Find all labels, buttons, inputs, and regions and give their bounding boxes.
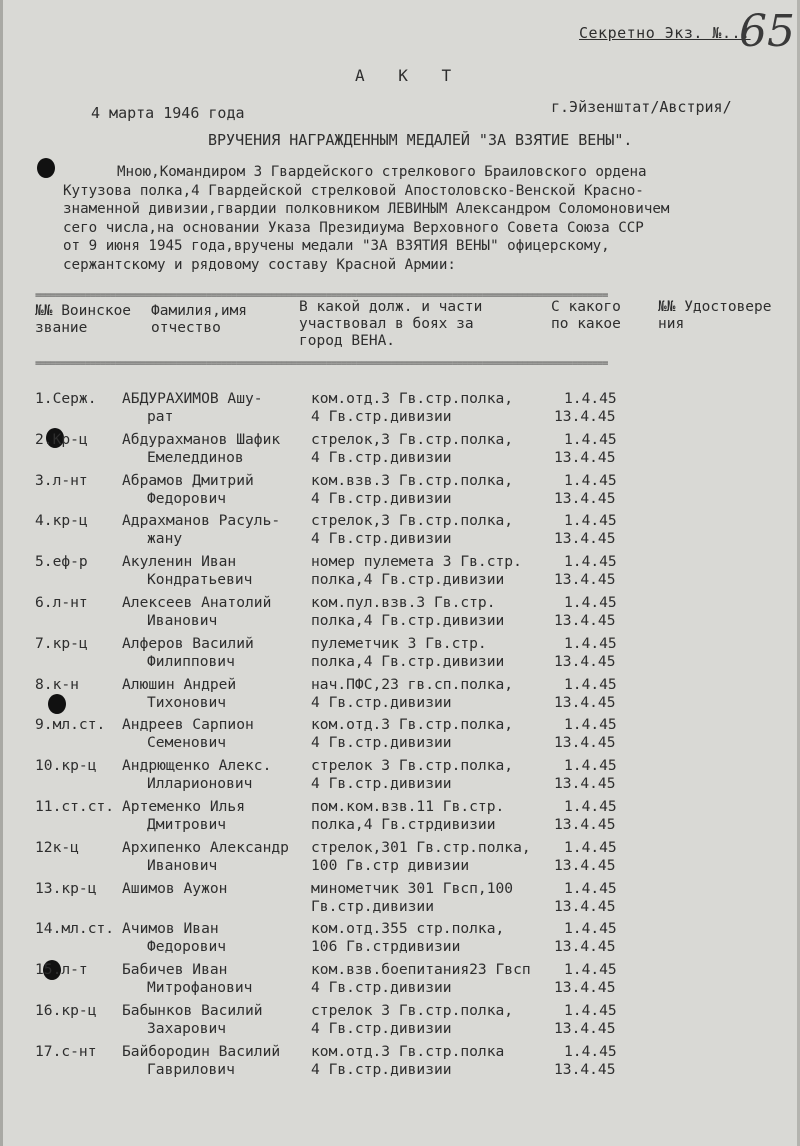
row-patronymic: Иванович xyxy=(147,856,218,874)
row-patronymic: рат xyxy=(147,408,174,425)
row-unit: 4 Гв.стр.дивизии xyxy=(311,489,452,507)
row-name: Ачимов Иван xyxy=(122,920,219,938)
intro-line: Мною,Командиром 3 Гвардейского стрелкового Браиловского ордена xyxy=(117,164,647,180)
row-date-from: 1.4.45 xyxy=(564,512,617,530)
row-position: стрелок,3 Гв.стр.полка, xyxy=(311,430,514,448)
row-date-from: 1.4.45 xyxy=(564,675,617,693)
row-number-rank: 2.Кр-ц xyxy=(35,430,88,448)
row-position: минометчик 301 Гвсп,100 xyxy=(311,879,514,897)
row-patronymic: Емеледдинов xyxy=(147,448,244,466)
row-unit: полка,4 Гв.стр.дивизии xyxy=(311,612,505,629)
row-position: ком.взв.3 Гв.стр.полка, xyxy=(311,471,514,489)
header-dates-line: по какое xyxy=(551,316,621,332)
row-date-to: 13.4.45 xyxy=(554,652,616,670)
row-patronymic: Федорович xyxy=(147,938,227,956)
header-position xyxy=(299,299,482,350)
handwritten-page-number: 65 xyxy=(739,6,795,57)
row-unit: 4 Гв.стр.дивизии xyxy=(311,775,452,793)
row-unit: 106 Гв.стрдивизии xyxy=(311,938,461,956)
row-patronymic: Митрофанович xyxy=(147,979,253,997)
row-unit: 4 Гв.стр.дивизии xyxy=(311,448,452,466)
table-row xyxy=(31,431,800,471)
row-date-to: 13.4.45 xyxy=(554,856,616,874)
row-date-from: 1.4.45 xyxy=(564,1042,617,1060)
row-date-to: 13.4.45 xyxy=(554,408,616,425)
row-date-to: 13.4.45 xyxy=(554,938,616,956)
intro-paragraph xyxy=(63,163,797,274)
row-patronymic: Захарович xyxy=(147,1020,227,1037)
row-name: Бабынков Василий xyxy=(122,1002,263,1019)
row-name: Алексеев Анатолий xyxy=(122,594,272,611)
row-patronymic: Кондратьевич xyxy=(147,571,253,589)
row-name: Артеменко Илья xyxy=(122,798,246,815)
row-position: ком.отд.3 Гв.стр.полка xyxy=(311,1042,505,1060)
table-row xyxy=(31,676,800,716)
row-name: Абдурахманов Шафик xyxy=(122,430,281,448)
table-header-rule: ================================================================================================================== xyxy=(35,360,608,368)
row-date-to: 13.4.45 xyxy=(554,612,616,629)
row-date-from: 1.4.45 xyxy=(564,553,617,571)
row-date-from: 1.4.45 xyxy=(564,838,617,856)
row-position: ком.пул.взв.3 Гв.стр. xyxy=(311,594,496,611)
row-date-from: 1.4.45 xyxy=(564,757,617,775)
row-name: Алюшин Андрей xyxy=(122,675,237,693)
row-unit: 4 Гв.стр.дивизии xyxy=(311,530,452,548)
row-date-from: 1.4.45 xyxy=(564,471,617,489)
row-position: ком.отд.355 стр.полка, xyxy=(311,920,505,938)
row-unit: 4 Гв.стр.дивизии xyxy=(311,979,452,997)
row-patronymic: Филиппович xyxy=(147,652,235,670)
row-number-rank: 8.к-н xyxy=(35,675,79,693)
row-patronymic: Гаврилович xyxy=(147,1060,235,1078)
row-name: Адрахманов Расуль- xyxy=(122,512,281,530)
row-number-rank: 16.кр-ц xyxy=(35,1002,97,1019)
punch-hole xyxy=(37,158,55,178)
row-name: Андрющенко Алекс. xyxy=(122,757,272,775)
row-date-to: 13.4.45 xyxy=(554,1060,616,1078)
row-unit: Гв.стр.дивизии xyxy=(311,897,435,915)
row-number-rank: 12к-ц xyxy=(35,838,79,856)
row-unit: полка,4 Гв.стр.дивизии xyxy=(311,652,505,670)
row-position: ком.отд.3 Гв.стр.полка, xyxy=(311,390,514,407)
row-position: нач.ПФС,23 гв.сп.полка, xyxy=(311,675,514,693)
table-row xyxy=(31,757,800,797)
row-patronymic: Дмитрович xyxy=(147,816,227,833)
row-date-from: 1.4.45 xyxy=(564,798,617,815)
intro-line: сержантскому и рядовому составу Красной Армии: xyxy=(63,256,456,273)
row-name: Байбородин Василий xyxy=(122,1042,281,1060)
row-patronymic: Федорович xyxy=(147,489,227,507)
row-patronymic: Илларионович xyxy=(147,775,253,793)
row-unit: 4 Гв.стр.дивизии xyxy=(311,693,452,711)
intro-line: от 9 июня 1945 года,вручены медали "ЗА ВЗЯТИЯ ВЕНЫ" офицерскому, xyxy=(63,238,610,254)
row-position: номер пулемета 3 Гв.стр. xyxy=(311,553,522,571)
row-patronymic: жану xyxy=(147,530,183,548)
row-date-from: 1.4.45 xyxy=(564,920,617,938)
table-row xyxy=(31,839,800,879)
document-subtitle: ВРУЧЕНИЯ НАГРАЖДЕННЫМ МЕДАЛЕЙ "ЗА ВЗЯТИЕ ВЕНЫ". xyxy=(208,131,633,149)
row-patronymic: Семенович xyxy=(147,734,227,752)
row-unit: полка,4 Гв.стр.дивизии xyxy=(311,571,505,589)
table-row xyxy=(31,961,800,1001)
table-row xyxy=(31,635,800,675)
table-row xyxy=(31,390,800,430)
row-unit: 4 Гв.стр.дивизии xyxy=(311,1020,452,1037)
table-row xyxy=(31,472,800,512)
row-number-rank: 6.л-нт xyxy=(35,594,88,611)
header-name-line: Фамилия,имя xyxy=(151,303,248,319)
row-date-to: 13.4.45 xyxy=(554,571,616,589)
row-number-rank: 17.с-нт xyxy=(35,1042,97,1060)
header-position-line: участвовал в боях за xyxy=(299,316,474,332)
row-position: стрелок,3 Гв.стр.полка, xyxy=(311,512,514,530)
row-date-from: 1.4.45 xyxy=(564,961,617,979)
table-row xyxy=(31,880,800,920)
header-dates xyxy=(551,299,621,333)
header-position-line: город ВЕНА. xyxy=(299,333,396,349)
table-row xyxy=(31,553,800,593)
row-date-from: 1.4.45 xyxy=(564,1002,617,1019)
row-date-to: 13.4.45 xyxy=(554,897,616,915)
row-unit: полка,4 Гв.стрдивизии xyxy=(311,816,496,833)
row-date-from: 1.4.45 xyxy=(564,430,617,448)
row-number-rank: 14.мл.ст. xyxy=(35,920,115,938)
row-date-to: 13.4.45 xyxy=(554,693,616,711)
row-number-rank: 1.Серж. xyxy=(35,390,97,407)
document-place: г.Эйзенштат/Австрия/ xyxy=(551,98,732,116)
intro-line: Кутузова полка,4 Гвардейской стрелковой Апостоловско-Венской Красно- xyxy=(63,182,644,199)
row-name: Андреев Сарпион xyxy=(122,716,254,734)
document-title: А К Т xyxy=(355,66,464,85)
row-number-rank: 11.ст.ст. xyxy=(35,798,115,815)
row-name: Алферов Василий xyxy=(122,634,254,652)
header-certificate-line: №№ Удостовере xyxy=(658,299,772,315)
row-number-rank: 15.л-т xyxy=(35,961,88,979)
table-row xyxy=(31,512,800,552)
row-position: стрелок 3 Гв.стр.полка, xyxy=(311,757,514,775)
row-date-from: 1.4.45 xyxy=(564,390,617,407)
header-certificate-line: ния xyxy=(658,316,685,332)
row-date-to: 13.4.45 xyxy=(554,734,616,752)
row-name: АБДУРАХИМОВ Ашу- xyxy=(122,390,263,407)
row-name: Ашимов Аужон xyxy=(122,879,228,897)
intro-line: знаменной дивизии,гвардии полковником ЛЕВИНЫМ Александром Соломоновичем xyxy=(63,201,670,217)
row-date-to: 13.4.45 xyxy=(554,1020,616,1037)
row-date-to: 13.4.45 xyxy=(554,489,616,507)
row-date-from: 1.4.45 xyxy=(564,879,617,897)
header-rank-line: звание xyxy=(35,320,88,336)
row-date-to: 13.4.45 xyxy=(554,530,616,548)
row-number-rank: 5.еф-р xyxy=(35,553,88,571)
row-number-rank: 13.кр-ц xyxy=(35,879,97,897)
row-number-rank: 10.кр-ц xyxy=(35,757,97,775)
row-position: стрелок 3 Гв.стр.полка, xyxy=(311,1002,514,1019)
row-name: Бабичев Иван xyxy=(122,961,228,979)
header-certificate xyxy=(658,299,772,333)
row-name: Архипенко Александр xyxy=(122,838,289,856)
table-row xyxy=(31,798,800,838)
table-row xyxy=(31,594,800,634)
row-number-rank: 3.л-нт xyxy=(35,471,88,489)
row-number-rank: 7.кр-ц xyxy=(35,634,88,652)
row-unit: 4 Гв.стр.дивизии xyxy=(311,408,452,425)
header-rank-line: №№ Воинское xyxy=(35,303,132,319)
row-number-rank: 4.кр-ц xyxy=(35,512,88,530)
row-unit: 100 Гв.стр дивизии xyxy=(311,856,470,874)
row-patronymic: Тихонович xyxy=(147,693,227,711)
header-position-line: В какой долж. и части xyxy=(299,299,483,315)
row-date-to: 13.4.45 xyxy=(554,775,616,793)
row-unit: 4 Гв.стр.дивизии xyxy=(311,734,452,752)
table-row xyxy=(31,920,800,960)
row-number-rank: 9.мл.ст. xyxy=(35,716,106,734)
header-name xyxy=(151,303,247,337)
table-row xyxy=(31,716,800,756)
intro-line: сего числа,на основании Указа Президиума Верховного Совета Союза ССР xyxy=(63,219,644,236)
row-unit: 4 Гв.стр.дивизии xyxy=(311,1060,452,1078)
row-date-to: 13.4.45 xyxy=(554,979,616,997)
document-date: 4 марта 1946 года xyxy=(91,104,245,122)
row-name: Абрамов Дмитрий xyxy=(122,471,254,489)
row-name: Акуленин Иван xyxy=(122,553,237,571)
header-rank xyxy=(35,303,131,337)
table-row xyxy=(31,1043,800,1083)
row-date-to: 13.4.45 xyxy=(554,448,616,466)
row-date-to: 13.4.45 xyxy=(554,816,616,833)
row-date-from: 1.4.45 xyxy=(564,716,617,734)
row-position: пулеметчик 3 Гв.стр. xyxy=(311,634,487,652)
row-date-from: 1.4.45 xyxy=(564,594,617,611)
row-position: ком.взв.боепитания23 Гвсп xyxy=(311,961,531,979)
header-dates-line: С какого xyxy=(551,299,621,315)
table-top-rule: ================================================================================================================== xyxy=(35,292,608,300)
row-position: стрелок,301 Гв.стр.полка, xyxy=(311,838,531,856)
table-row xyxy=(31,1002,800,1042)
row-position: ком.отд.3 Гв.стр.полка, xyxy=(311,716,514,734)
row-date-from: 1.4.45 xyxy=(564,634,617,652)
header-name-line: отчество xyxy=(151,320,221,336)
row-position: пом.ком.взв.11 Гв.стр. xyxy=(311,798,505,815)
row-patronymic: Иванович xyxy=(147,612,218,629)
secrecy-stamp: Секретно Экз. №... xyxy=(579,24,751,42)
